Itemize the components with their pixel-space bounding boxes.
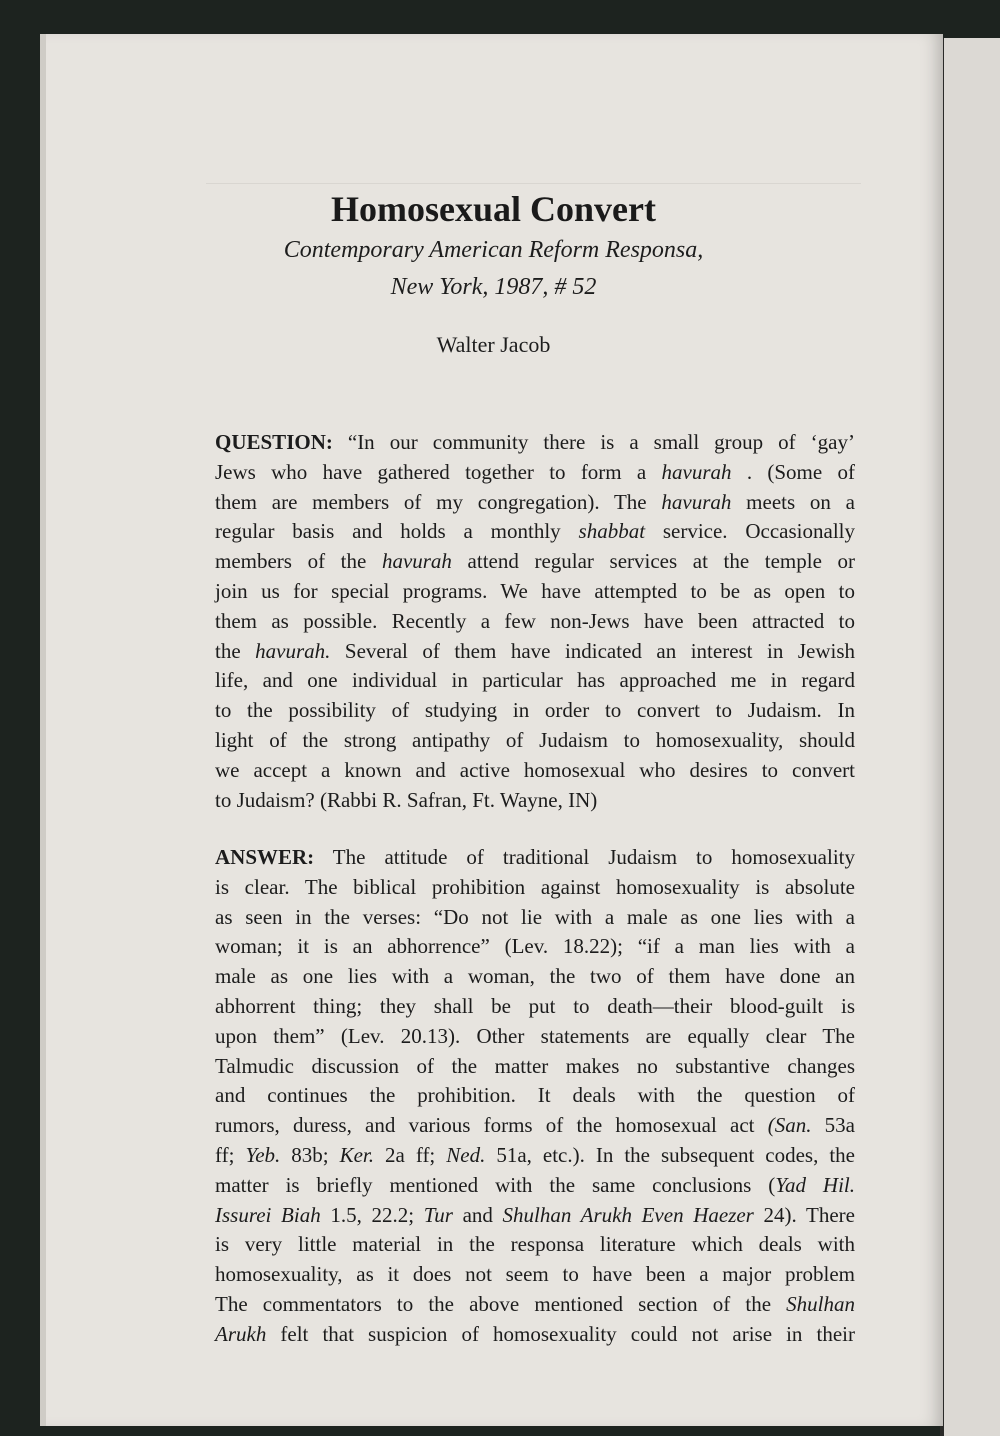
question-paragraph bbox=[215, 428, 855, 815]
text-line bbox=[215, 458, 855, 488]
italic-term: Ker. bbox=[339, 1142, 375, 1167]
italic-term: Yeb. bbox=[245, 1142, 281, 1167]
text-run: them are members of my congregation). The bbox=[215, 489, 662, 514]
text-line bbox=[215, 1052, 855, 1082]
text-line bbox=[215, 932, 855, 962]
italic-term: (San. bbox=[767, 1113, 812, 1138]
text-line bbox=[215, 1171, 855, 1201]
italic-term: Issurei Biah bbox=[215, 1202, 321, 1227]
text-run: and bbox=[452, 1202, 503, 1227]
text-line bbox=[215, 1111, 855, 1141]
text-line bbox=[215, 873, 855, 903]
text-line bbox=[215, 1022, 855, 1052]
italic-term: Arukh bbox=[215, 1321, 267, 1346]
text-run: 1.5, 22.2; bbox=[320, 1202, 424, 1227]
text-run: male as one lies with a woman, the two of them have done an bbox=[215, 964, 855, 989]
text-run: matter is briefly mentioned with the same conclusions ( bbox=[215, 1172, 776, 1197]
text-line bbox=[215, 517, 855, 547]
text-run: attend regular services at the temple or bbox=[451, 549, 856, 574]
text-line bbox=[215, 666, 855, 696]
text-run: homosexuality, as it does not seem to have been a major problem bbox=[215, 1262, 855, 1287]
text-run: . (Some of bbox=[731, 459, 855, 484]
text-run: 2a ff; bbox=[374, 1142, 447, 1167]
text-run: The commentators to the above mentioned section of the bbox=[215, 1291, 787, 1316]
text-run: to Judaism? (Rabbi R. Safran, Ft. Wayne, IN) bbox=[215, 787, 598, 812]
text-line bbox=[215, 1141, 855, 1171]
text-line bbox=[215, 786, 855, 816]
text-line bbox=[215, 577, 855, 607]
text-run: as seen in the verses: “Do not lie with a male as one lies with a bbox=[215, 904, 855, 929]
italic-term: Shulhan Arukh Even Haezer bbox=[502, 1202, 754, 1227]
text-run: Talmudic discussion of the matter makes no substantive changes bbox=[215, 1053, 855, 1078]
text-run: is clear. The biblical prohibition against homosexuality is absolute bbox=[215, 874, 855, 899]
text-line bbox=[215, 1260, 855, 1290]
italic-term: Shulhan bbox=[786, 1291, 855, 1316]
author-name: Walter Jacob bbox=[436, 332, 551, 357]
text-run: life, and one individual in particular has approached me in regard bbox=[215, 668, 855, 693]
italic-term: havurah bbox=[661, 489, 732, 514]
text-line bbox=[215, 726, 855, 756]
text-run: meets on a bbox=[731, 489, 855, 514]
text-line bbox=[215, 488, 855, 518]
text-run: light of the strong antipathy of Judaism to homosexuality, should bbox=[215, 727, 855, 752]
text-line bbox=[215, 962, 855, 992]
italic-term: Yad Hil. bbox=[775, 1172, 855, 1197]
italic-term: havurah bbox=[381, 549, 452, 574]
text-run: 24). There bbox=[753, 1202, 855, 1227]
text-line bbox=[215, 696, 855, 726]
text-line bbox=[215, 843, 855, 873]
text-run: woman; it is an abhorrence” (Lev. 18.22); “if a man lies with a bbox=[215, 934, 855, 959]
text-run: The attitude of traditional Judaism to homosexuality bbox=[314, 845, 855, 869]
text-run: rumors, duress, and various forms of the homosexual act bbox=[215, 1113, 768, 1138]
text-run: join us for special programs. We have attempted to be as open to bbox=[215, 578, 855, 603]
text-run: members of the bbox=[215, 549, 382, 574]
text-line bbox=[215, 756, 855, 786]
section-label: ANSWER: bbox=[215, 845, 315, 869]
text-line bbox=[215, 1320, 855, 1350]
section-label: QUESTION: bbox=[215, 430, 333, 454]
text-run: “In our community there is a small group of ‘gay’ bbox=[332, 430, 855, 454]
running-header-rule bbox=[206, 182, 861, 184]
answer-paragraph bbox=[215, 843, 855, 1350]
text-run: 83b; bbox=[280, 1142, 340, 1167]
text-run: ff; bbox=[215, 1142, 246, 1167]
text-line bbox=[215, 903, 855, 933]
text-run: service. Occasionally bbox=[645, 519, 855, 544]
text-line bbox=[215, 637, 855, 667]
text-run: felt that suspicion of homosexuality could not arise in their bbox=[266, 1321, 855, 1346]
text-run: 51a, etc.). In the subsequent codes, the bbox=[485, 1142, 855, 1167]
text-run: Jews who have gathered together to form a bbox=[215, 459, 662, 484]
italic-term: Ned. bbox=[446, 1142, 486, 1167]
text-run: is very little material in the responsa literature which deals with bbox=[215, 1232, 855, 1257]
italic-term: havurah. bbox=[255, 638, 331, 663]
italic-term: havurah bbox=[661, 459, 732, 484]
text-run: them as possible. Recently a few non-Jews have been attracted to bbox=[215, 608, 855, 633]
text-line bbox=[215, 428, 855, 458]
text-run: abhorrent thing; they shall be put to death—their blood-guilt is bbox=[215, 993, 855, 1018]
text-line bbox=[215, 1081, 855, 1111]
italic-term: Tur bbox=[423, 1202, 453, 1227]
article-title: Homosexual Convert bbox=[331, 189, 656, 229]
source-citation-line2: New York, 1987, # 52 bbox=[390, 274, 597, 300]
text-run: 53a bbox=[811, 1113, 855, 1138]
text-run: regular basis and holds a monthly bbox=[215, 519, 579, 544]
text-line bbox=[215, 607, 855, 637]
text-run: upon them” (Lev. 20.13). Other statements are equally clear The bbox=[215, 1023, 855, 1048]
text-line bbox=[215, 1230, 855, 1260]
text-line bbox=[215, 547, 855, 577]
text-run: and continues the prohibition. It deals with the question of bbox=[215, 1083, 855, 1108]
text-run: to the possibility of studying in order to convert to Judaism. In bbox=[215, 698, 855, 723]
text-run: we accept a known and active homosexual who desires to convert bbox=[215, 757, 855, 782]
italic-term: shabbat bbox=[578, 519, 646, 544]
text-line bbox=[215, 1290, 855, 1320]
text-line bbox=[215, 992, 855, 1022]
text-run: the bbox=[215, 638, 256, 663]
source-citation: Contemporary American Reform Responsa, bbox=[283, 237, 704, 263]
text-line bbox=[215, 1201, 855, 1231]
text-run: Several of them have indicated an interest in Jewish bbox=[330, 638, 855, 663]
